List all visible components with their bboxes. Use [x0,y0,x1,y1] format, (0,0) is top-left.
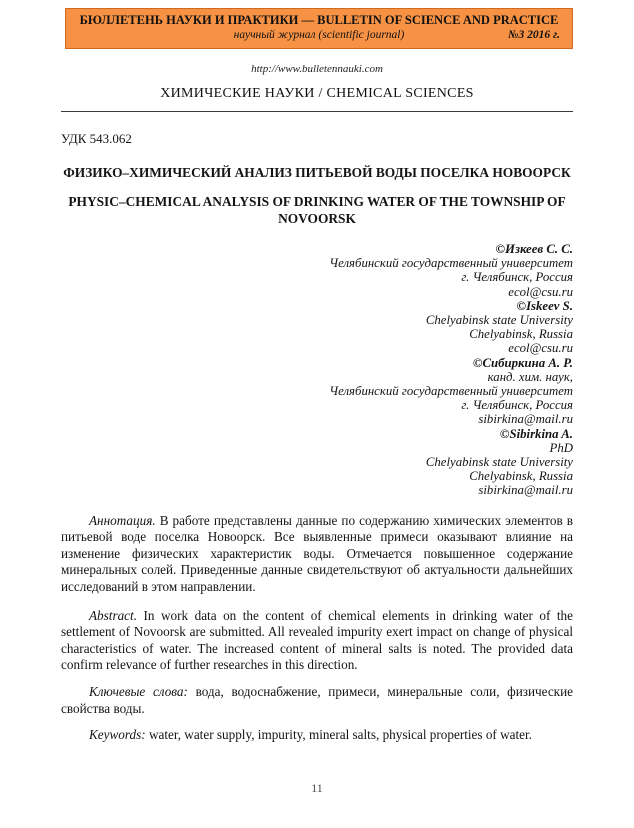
author-location: Chelyabinsk, Russia [469,327,573,342]
author-affiliation: Chelyabinsk state University [425,455,573,470]
author-degree: PhD [549,440,573,455]
author-location: г. Челябинск, Россия [461,398,573,413]
annotation-label: Аннотация. [89,512,156,528]
keywords-ru-paragraph [61,684,573,717]
article-title-en: PHYSIC–CHEMICAL ANALYSIS OF DRINKING WATER OF THE TOWNSHIP OF NOVOORSK [68,194,566,226]
journal-issue: №3 2016 г. [508,29,560,41]
page-number: 11 [311,781,323,795]
author-email: sibirkina@mail.ru [478,483,573,498]
article-title-ru: ФИЗИКО–ХИМИЧЕСКИЙ АНАЛИЗ ПИТЬЕВОЙ ВОДЫ ПОСЕЛКА НОВООРСК [63,165,571,180]
keywords-ru-label: Ключевые слова: [89,684,188,699]
authors-block [61,242,573,498]
keywords-en-text: water, water supply, impurity, mineral salts, physical properties of water. [148,727,532,743]
author-name: ©Iskeev S. [516,298,573,313]
journal-title: БЮЛЛЕТЕНЬ НАУКИ И ПРАКТИКИ — BULLETIN OF SCIENCE AND PRACTICE [79,13,559,27]
journal-subtitle: научный журнал (scientific journal) [233,29,405,41]
author-degree: канд. хим. наук, [487,369,573,384]
author-name: ©Изкеев С. С. [495,242,573,256]
annotation-text: В работе представлены данные по содержанию химических элементов в питьевой воде поселка Новоорск. Все выявленные примеси оказывают влияние на изменение физических характеристик воды. Отмечается повышенное содержание минеральных солей. Приведенные данные свидетельствуют об актуальности дальнейших исследований в этом направлении. [61,512,573,595]
abstract-label: Abstract. [89,607,137,623]
author-location: г. Челябинск, Россия [461,270,573,285]
abstract-paragraph [61,608,573,674]
author-name: ©Сибиркина А. Р. [472,355,573,370]
header-divider [61,111,573,112]
article-body [0,131,634,744]
journal-banner [65,8,573,49]
udc-code: УДК 543.062 [61,131,132,146]
keywords-en-label: Keywords: [89,727,146,743]
journal-page [0,8,634,828]
author-affiliation: Челябинский государственный университет [329,384,573,399]
keywords-en-paragraph [61,727,573,744]
author-email: ecol@csu.ru [508,284,573,299]
author-name: ©Sibirkina A. [499,426,573,441]
author-location: Chelyabinsk, Russia [469,469,573,484]
abstract-text: In work data on the content of chemical elements in drinking water of the settlement of Novoorsk are submitted. All revealed impurity exert impact on change of physical characteristics of water. The increased content of mineral salts is noted. The provided data confirm relevance of further researches in this direction. [61,607,574,673]
keywords-ru-text: вода, водоснабжение, примеси, минеральные соли, физические свойства воды. [61,684,573,716]
journal-url: http://www.bulletennauki.com [251,63,383,75]
author-affiliation: Chelyabinsk state University [425,313,573,328]
author-affiliation: Челябинский государственный университет [329,256,573,271]
annotation-paragraph [61,513,573,596]
author-email: sibirkina@mail.ru [478,412,573,427]
journal-subtitle-row [76,28,562,42]
section-heading: ХИМИЧЕСКИЕ НАУКИ / CHEMICAL SCIENCES [160,86,474,101]
author-email: ecol@csu.ru [508,341,573,356]
